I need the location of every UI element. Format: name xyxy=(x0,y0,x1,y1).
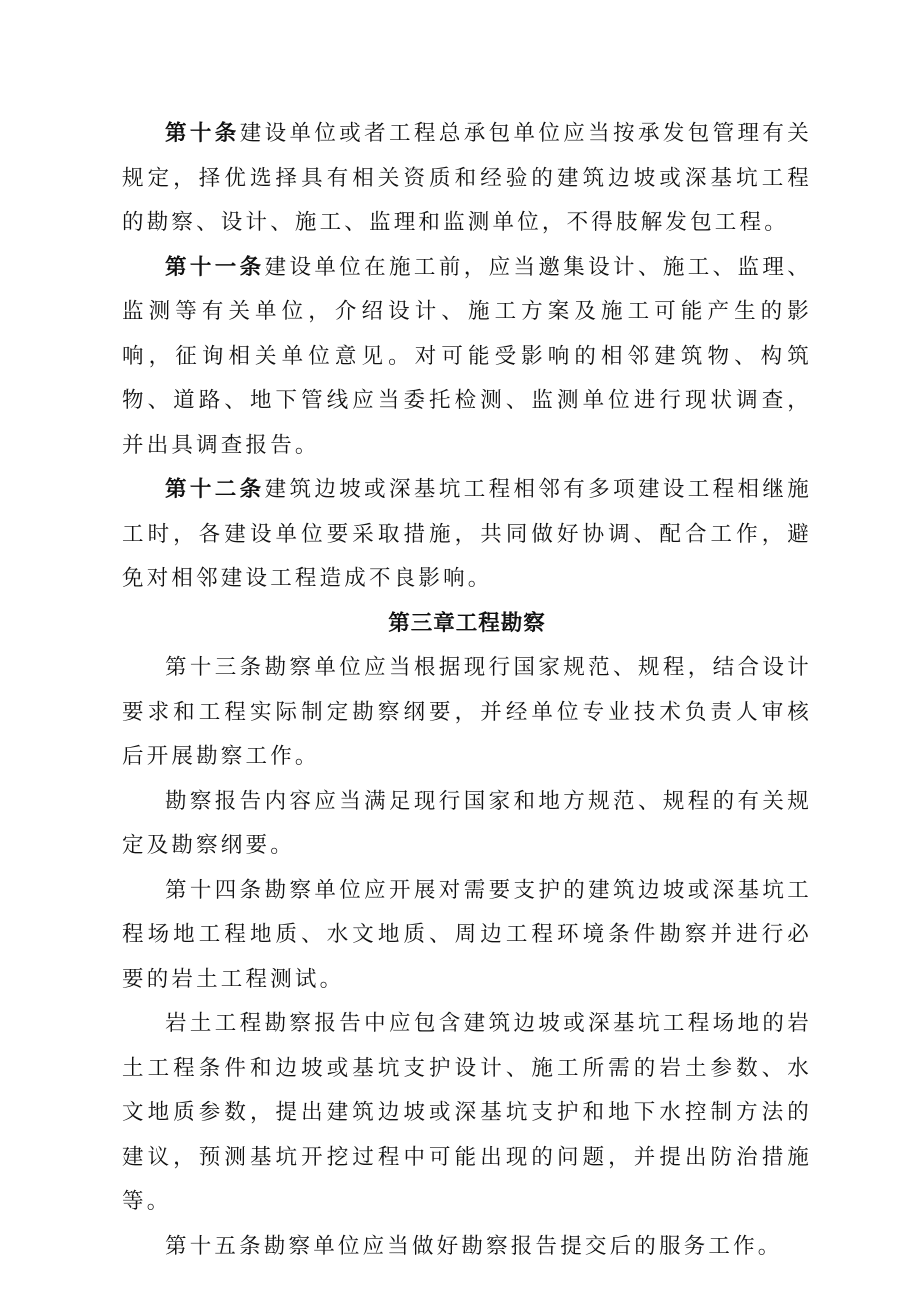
article-10-paragraph xyxy=(122,112,812,246)
chapter-heading: 第三章工程勘察 xyxy=(388,610,546,636)
survey-report-paragraph: 勘察报告内容应当满足现行国家和地方规范、规程的有关规定及勘察纲要。 xyxy=(122,788,812,858)
article-14-paragraph: 第十四条勘察单位应开展对需要支护的建筑边坡或深基坑工程场地工程地质、水文地质、周边工程环境条件勘察并进行必要的岩土工程测试。 xyxy=(122,877,812,992)
article-12-text: 建筑边坡或深基坑工程相邻有多项建设工程相继施工时，各建设单位要采取措施，共同做好协调、配合工作，避免对相邻建设工程造成不良影响。 xyxy=(122,477,812,591)
article-12-label: 第十二条 xyxy=(165,477,265,502)
article-11-paragraph xyxy=(122,246,812,469)
article-15-paragraph: 第十五条勘察单位应当做好勘察报告提交后的服务工作。 xyxy=(165,1233,783,1259)
article-10-label: 第十条 xyxy=(165,121,240,146)
article-11-label: 第十一条 xyxy=(165,254,265,280)
article-11-text: 建设单位在施工前，应当邀集设计、施工、监理、监测等有关单位，介绍设计、施工方案及施工可能产生的影响，征询相关单位意见。对可能受影响的相邻建筑物、构筑物、道路、地下管线应当委托检测、监测单位进行现状调查，并出具调查报告。 xyxy=(122,254,812,458)
article-13-paragraph: 第十三条勘察单位应当根据现行国家规范、规程，结合设计要求和工程实际制定勘察纲要，并经单位专业技术负责人审核后开展勘察工作。 xyxy=(122,655,812,769)
geotechnical-report-paragraph: 岩土工程勘察报告中应包含建筑边坡或深基坑工程场地的岩土工程条件和边坡或基坑支护设计、施工所需的岩土参数、水文地质参数，提出建筑边坡或深基坑支护和地下水控制方法的建议，预测基坑开挖过程中可能出现的问题，并提出防治措施等。 xyxy=(122,1011,812,1214)
article-12-paragraph xyxy=(122,468,812,602)
article-10-text: 建设单位或者工程总承包单位应当按承发包管理有关规定，择优选择具有相关资质和经验的建筑边坡或深基坑工程的勘察、设计、施工、监理和监测单位，不得肢解发包工程。 xyxy=(122,121,812,235)
